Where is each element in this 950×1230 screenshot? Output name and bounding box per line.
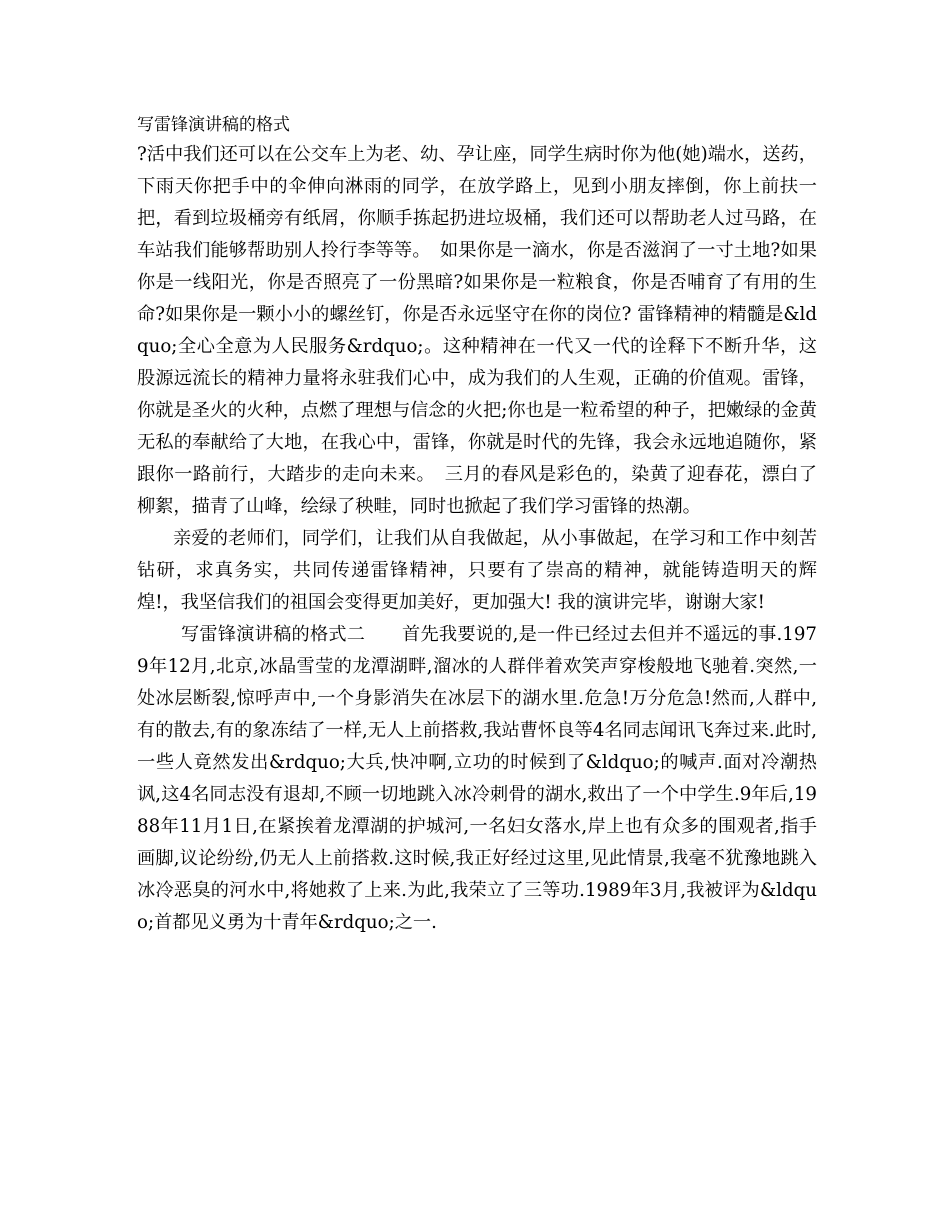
document-page bbox=[137, 113, 817, 939]
paragraph-2: 亲爱的老师们，同学们，让我们从自我做起，从小事做起，在学习和工作中刻苦钻研，求真务实，共同传递雷锋精神，只要有了崇高的精神，就能铸造明天的辉煌!，我坚信我们的祖国会变得更加美好，更加强大! 我的演讲完毕，谢谢大家! bbox=[137, 528, 817, 613]
document-title: 写雷锋演讲稿的格式 bbox=[137, 115, 290, 135]
paragraph-3: 写雷锋演讲稿的格式二 首先我要说的,是一件已经过去但并不遥远的事.1979年12月,北京,冰晶雪莹的龙潭湖畔,溜冰的人群伴着欢笑声穿梭般地飞驰着.突然,一处冰层断裂,惊呼声中,一个身影消失在冰层下的湖水里.危急!万分危急!然而,人群中,有的散去,有的象冻结了一样,无人上前搭救,我站曹怀良等4名同志闻讯飞奔过来.此时,一些人竟然发出&rdquo;大兵,快冲啊,立功的时候到了&ldquo;的喊声.面对冷潮热讽,这4名同志没有退却,不顾一切地跳入冰冷刺骨的湖水,救出了一个中学生.9年后,1988年11月1日,在紧挨着龙潭湖的护城河,一名妇女落水,岸上也有众多的围观者,指手画脚,议论纷纷,仍无人上前搭救.这时候,我正好经过这里,见此情景,我毫不犹豫地跳入冰冷恶臭的河水中,将她救了上来.为此,我荣立了三等功.1989年3月,我被评为&ldquo;首都见义勇为十青年&rdquo;之一. bbox=[137, 624, 817, 933]
paragraph-1: ?活中我们还可以在公交车上为老、幼、孕让座，同学生病时你为他(她)端水，送药，下雨天你把手中的伞伸向淋雨的同学，在放学路上，见到小朋友摔倒，你上前扶一把，看到垃圾桶旁有纸屑，你顺手拣起扔进垃圾桶，我们还可以帮助老人过马路，在车站我们能够帮助别人拎行李等等。 如果你是一滴水，你是否滋润了一寸土地?如果你是一线阳光，你是否照亮了一份黑暗?如果你是一粒粮食，你是否哺育了有用的生命?如果你是一颗小小的螺丝钉，你是否永远坚守在你的岗位? 雷锋精神的精髓是&ldquo;全心全意为人民服务&rdquo;。这种精神在一代又一代的诠释下不断升华，这股源远流长的精神力量将永驻我们心中，成为我们的人生观，正确的价值观。雷锋，你就是圣火的火种，点燃了理想与信念的火把;你也是一粒希望的种子，把嫩绿的金黄无私的奉献给了大地，在我心中，雷锋，你就是时代的先锋，我会永远地追随你，紧跟你一路前行，大踏步的走向未来。 三月的春风是彩色的，染黄了迎春花，漂白了柳絮，描青了山峰，绘绿了秧畦，同时也掀起了我们学习雷锋的热潮。 bbox=[137, 144, 817, 517]
